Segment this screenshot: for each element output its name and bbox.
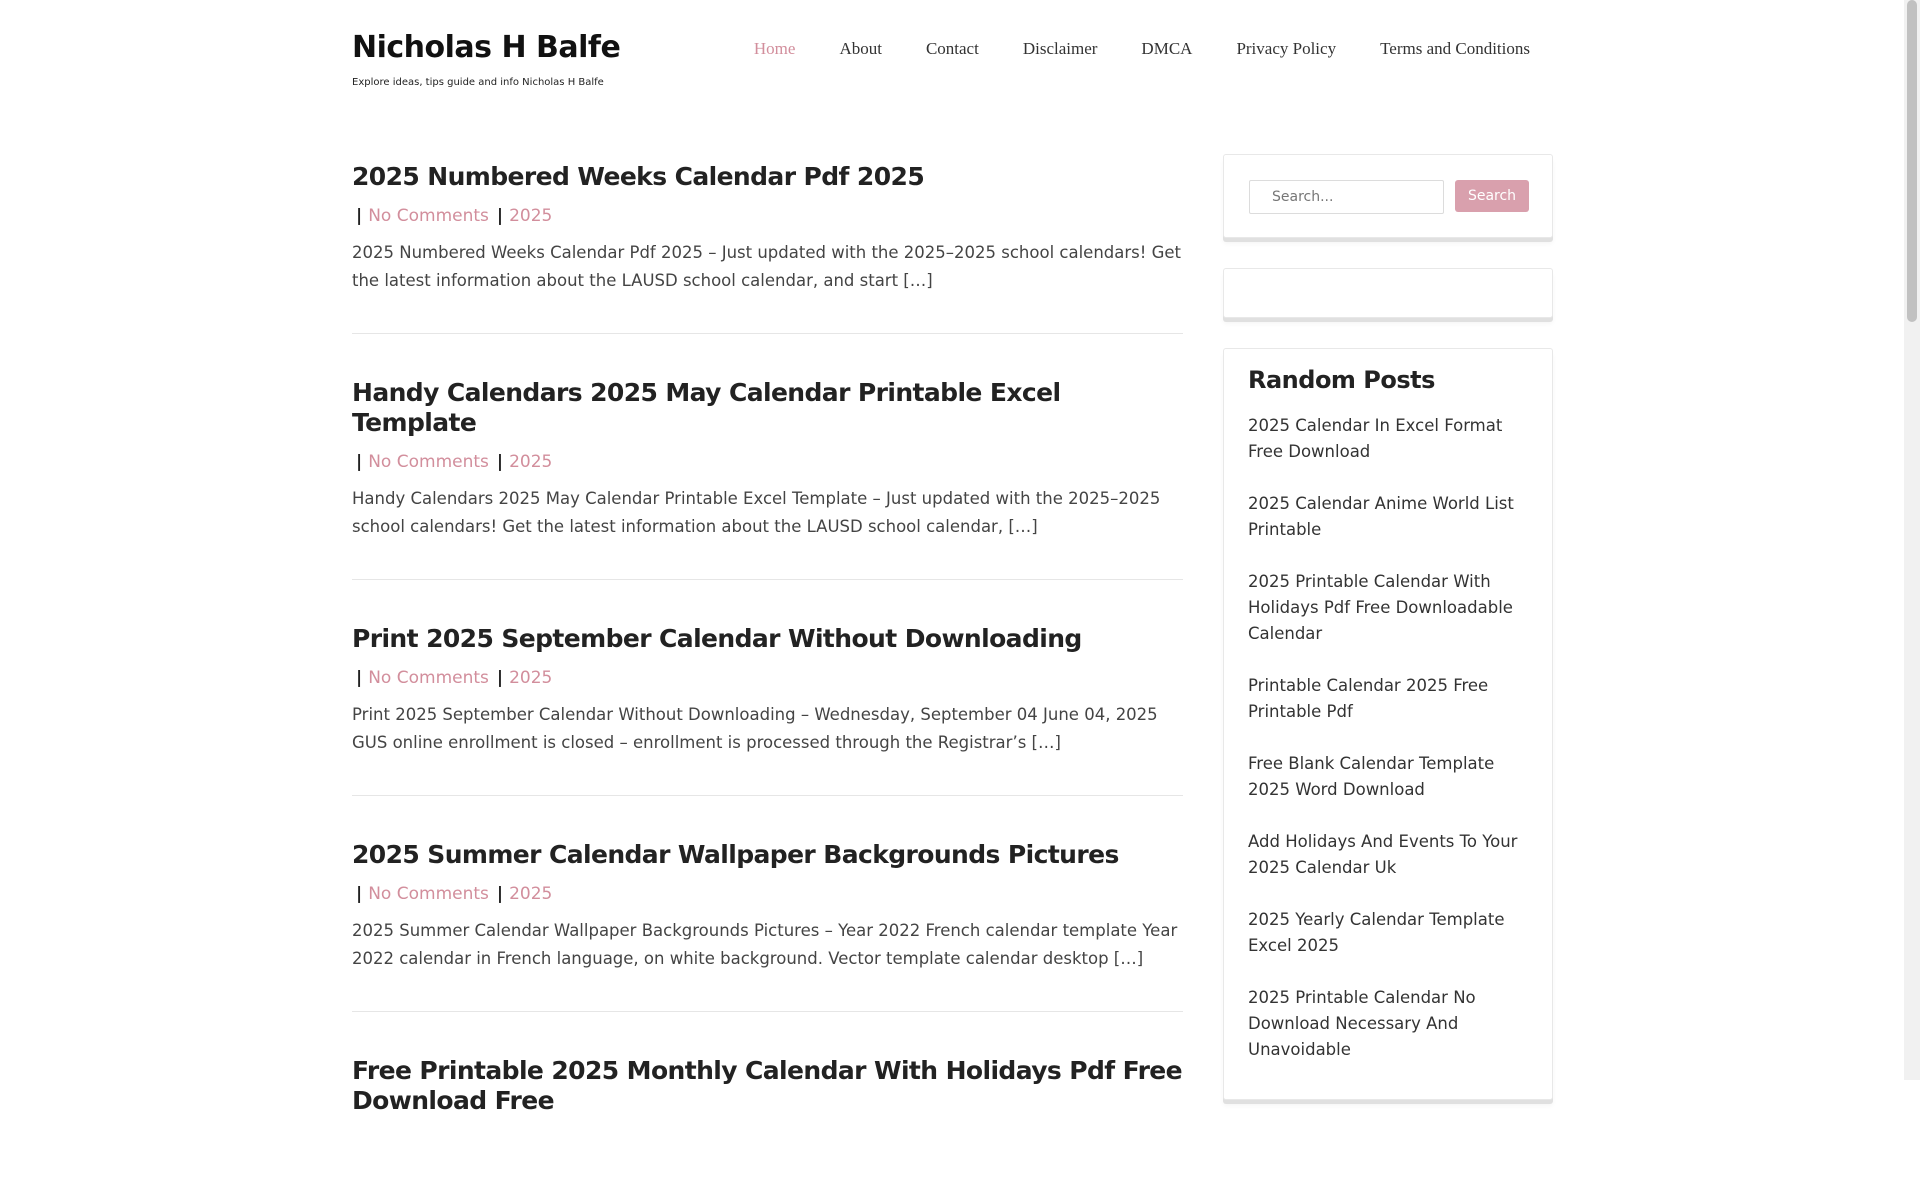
category-link[interactable]: 2025 bbox=[509, 452, 553, 472]
post-title[interactable]: 2025 Numbered Weeks Calendar Pdf 2025 bbox=[352, 162, 925, 191]
meta-separator: | bbox=[496, 452, 504, 472]
post-meta bbox=[352, 882, 1183, 906]
post-item bbox=[352, 620, 1183, 796]
page-scrollbar[interactable] bbox=[1904, 0, 1920, 1080]
random-posts-widget bbox=[1223, 348, 1553, 1100]
random-post-link[interactable]: 2025 Printable Calendar With Holidays Pdf Free Downloadable Calendar bbox=[1248, 572, 1513, 643]
post-title[interactable]: Print 2025 September Calendar Without Downloading bbox=[352, 624, 1082, 653]
random-posts-title: Random Posts bbox=[1248, 366, 1435, 394]
category-link[interactable]: 2025 bbox=[509, 206, 553, 226]
post-meta bbox=[352, 204, 1183, 228]
post-title[interactable]: Handy Calendars 2025 May Calendar Printable Excel Template bbox=[352, 378, 1061, 437]
meta-separator: | bbox=[496, 206, 504, 226]
meta-separator: | bbox=[356, 668, 363, 688]
meta-separator: | bbox=[356, 452, 363, 472]
random-post-link[interactable]: Printable Calendar 2025 Free Printable Pdf bbox=[1248, 676, 1489, 721]
post-excerpt: 2025 Numbered Weeks Calendar Pdf 2025 – Just updated with the 2025–2025 school calendars! Get the latest information about the LAUSD school calendar, and start […] bbox=[352, 243, 1182, 290]
post-excerpt: Print 2025 September Calendar Without Downloading – Wednesday, September 04 June 04, 2025 GUS online enrollment is closed – enrollment is processed through the Registrar’s […] bbox=[352, 705, 1158, 752]
site-header bbox=[352, 0, 1552, 120]
search-input[interactable] bbox=[1249, 180, 1444, 214]
nav-dmca[interactable]: DMCA bbox=[1141, 39, 1193, 58]
comments-link[interactable]: No Comments bbox=[368, 206, 489, 226]
post-meta bbox=[352, 450, 1183, 474]
random-post-link[interactable]: Add Holidays And Events To Your 2025 Calendar Uk bbox=[1248, 832, 1518, 877]
random-post-link[interactable]: 2025 Calendar Anime World List Printable bbox=[1248, 494, 1514, 539]
random-posts-list bbox=[1248, 413, 1528, 1063]
main-nav bbox=[732, 36, 1552, 62]
search-button[interactable]: Search bbox=[1455, 180, 1529, 212]
random-post-link[interactable]: 2025 Calendar In Excel Format Free Download bbox=[1248, 416, 1503, 461]
site-tagline: Explore ideas, tips guide and info Nicholas H Balfe bbox=[352, 77, 604, 88]
meta-separator: | bbox=[496, 668, 504, 688]
meta-separator: | bbox=[496, 884, 504, 904]
post-item bbox=[352, 158, 1183, 334]
post-item bbox=[352, 836, 1183, 1012]
post-item bbox=[352, 1052, 1183, 1154]
scrollbar-thumb[interactable] bbox=[1907, 0, 1917, 322]
comments-link[interactable]: No Comments bbox=[368, 884, 489, 904]
post-title[interactable]: Free Printable 2025 Monthly Calendar With Holidays Pdf Free Download Free bbox=[352, 1056, 1183, 1115]
meta-separator: | bbox=[356, 206, 363, 226]
nav-terms-and-conditions[interactable]: Terms and Conditions bbox=[1380, 39, 1530, 58]
search-widget bbox=[1223, 154, 1553, 238]
meta-separator: | bbox=[356, 884, 363, 904]
post-list bbox=[352, 158, 1183, 1194]
post-item bbox=[352, 374, 1183, 580]
post-excerpt: Handy Calendars 2025 May Calendar Printable Excel Template – Just updated with the 2025–2025 school calendars! Get the latest information about the LAUSD school calendar, […] bbox=[352, 489, 1161, 536]
nav-contact[interactable]: Contact bbox=[925, 39, 979, 58]
nav-home[interactable]: Home bbox=[753, 39, 796, 58]
category-link[interactable]: 2025 bbox=[509, 668, 553, 688]
post-meta bbox=[352, 666, 1183, 690]
sidebar bbox=[1223, 154, 1553, 1130]
random-post-link[interactable]: Free Blank Calendar Template 2025 Word Download bbox=[1248, 754, 1495, 799]
comments-link[interactable]: No Comments bbox=[368, 668, 489, 688]
nav-privacy-policy[interactable]: Privacy Policy bbox=[1236, 39, 1337, 58]
comments-link[interactable]: No Comments bbox=[368, 452, 489, 472]
nav-disclaimer[interactable]: Disclaimer bbox=[1022, 39, 1098, 58]
random-post-link[interactable]: 2025 Printable Calendar No Download Necessary And Unavoidable bbox=[1248, 988, 1476, 1059]
site-title[interactable]: Nicholas H Balfe bbox=[352, 30, 621, 65]
random-post-link[interactable]: 2025 Yearly Calendar Template Excel 2025 bbox=[1248, 910, 1505, 955]
post-excerpt: 2025 Summer Calendar Wallpaper Backgrounds Pictures – Year 2022 French calendar template Year 2022 calendar in French language, on white background. Vector template calendar desktop […] bbox=[352, 921, 1178, 968]
post-title[interactable]: 2025 Summer Calendar Wallpaper Backgrounds Pictures bbox=[352, 840, 1119, 869]
nav-about[interactable]: About bbox=[839, 39, 882, 58]
category-link[interactable]: 2025 bbox=[509, 884, 553, 904]
empty-widget bbox=[1223, 268, 1553, 318]
